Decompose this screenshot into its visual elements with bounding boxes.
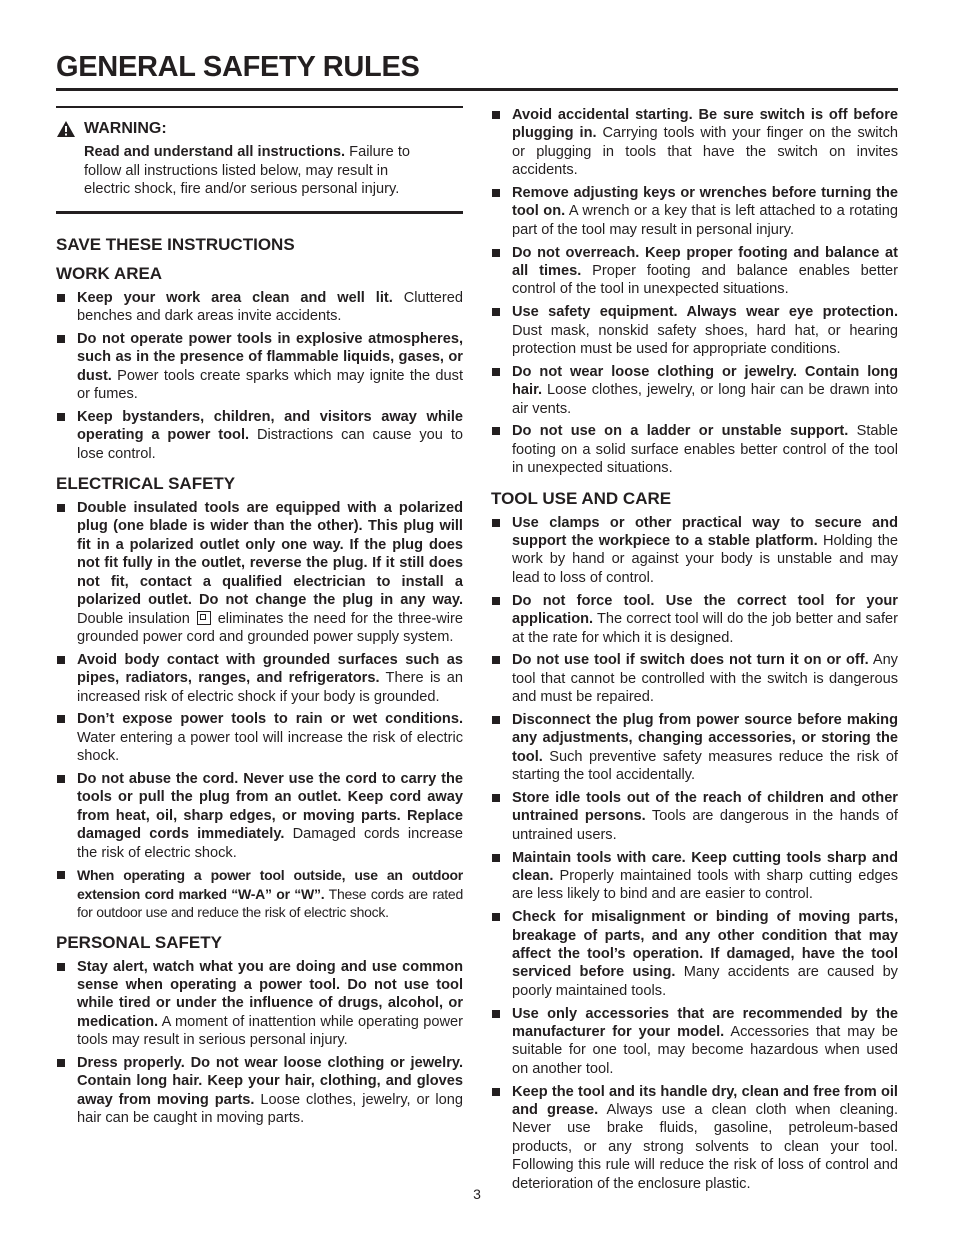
list-item (56, 770, 463, 862)
rule-lead: Dress properly. Do not wear loose clothing or jewelry. Contain long hair. Keep your hair, clothing, and gloves away from moving parts. (77, 1054, 463, 1108)
rule-text: Many accidents are caused by poorly maintained tools. (512, 964, 898, 999)
list-item (491, 651, 898, 706)
bullet-icon (57, 504, 65, 512)
rule-lead: Do not use tool if switch does not turn it on or off. (512, 652, 869, 669)
rule-lead: Use only accessories that are recommended by the manufacturer for your model. (512, 1005, 898, 1040)
rule-lead: Use safety equipment. Always wear eye protection. (512, 304, 898, 321)
bullet-icon (57, 1059, 65, 1067)
rule-lead: Keep the tool and its handle dry, clean and free from oil and grease. (512, 1083, 898, 1118)
rule-lead: When operating a power tool outside, use an outdoor extension cord marked “W-A” or “W”. (77, 867, 463, 902)
rule-text: eliminates the need for the three-wire grounded power cord and grounded power supply system. (77, 610, 463, 645)
rule-lead: Stay alert, watch what you are doing and use common sense when operating a power tool. Do not use tool while tired or under the influence of drugs, alcohol, or medication. (77, 958, 463, 1030)
list-item (56, 408, 463, 463)
rule-lead: Double insulated tools are equipped with a polarized plug (one blade is wider than the other). This plug will fit in a polarized outlet only one way. If the plug does not fit fully in the outlet, reverse the plug. If it still does not fit, contact a qualified electrician to install a polarized outlet. Do not change the plug in any way. (77, 500, 463, 609)
list-item (491, 1005, 898, 1079)
title-rule (56, 88, 898, 91)
bullet-icon (57, 963, 65, 971)
rule-lead: Do not overreach. Keep proper footing and balance at all times. (512, 244, 898, 280)
list-item (491, 106, 898, 180)
rule-text: Properly maintained tools with sharp cutting edges are less likely to bind and are easier to control. (512, 867, 898, 903)
list-item (56, 710, 463, 765)
rule-text: Dust mask, nonskid safety shoes, hard hat, or hearing protection must be used for appropriate conditions. (512, 322, 898, 358)
rule-lead: Do not force tool. Use the correct tool for your application. (512, 592, 898, 628)
rule-text: Proper footing and balance enables better control of the tool in unexpected situations. (512, 263, 898, 298)
personal-safety-list (56, 958, 463, 1128)
list-item (56, 1054, 463, 1128)
warning-triangle-icon (56, 120, 76, 138)
rule-lead: Store idle tools out of the reach of children and other untrained persons. (512, 789, 898, 825)
electrical-safety-list (56, 499, 463, 922)
rule-text: Holding the work by hand or against your body is unstable and may lead to loss of control. (512, 533, 898, 586)
rule-text: Any tool that cannot be controlled with the switch is dangerous and must be repaired. (512, 652, 898, 706)
page-title: GENERAL SAFETY RULES (56, 51, 420, 83)
bullet-icon (492, 368, 500, 376)
list-item (56, 651, 463, 706)
list-item (491, 908, 898, 1000)
rule-text: Stable footing on a solid surface enables better control of the tool in unexpected situations. (512, 423, 898, 477)
rule-lead: Remove adjusting keys or wrenches before turning the tool on. (512, 185, 898, 220)
list-item (56, 499, 463, 646)
warning-lead: Read and understand all instructions. (84, 144, 346, 161)
list-item (491, 303, 898, 358)
rule-text: Loose clothes, jewelry, or long hair can be drawn into air vents. (512, 382, 898, 417)
electrical-safety-heading: ELECTRICAL SAFETY (56, 474, 236, 494)
bullet-icon (492, 716, 500, 724)
bullet-icon (492, 427, 500, 435)
rule-text: Carrying tools with your finger on the switch or plugging in tools that have the switch on invites accidents. (512, 125, 898, 179)
work-area-heading: WORK AREA (56, 263, 163, 283)
rule-lead: Don’t expose power tools to rain or wet conditions. (77, 711, 463, 728)
bullet-icon (492, 519, 500, 527)
rule-text: Water entering a power tool will increase the risk of electric shock. (77, 729, 463, 765)
tool-use-heading: TOOL USE AND CARE (491, 488, 672, 508)
bullet-icon (492, 913, 500, 921)
bullet-icon (57, 294, 65, 302)
bullet-icon (57, 335, 65, 343)
rule-text: A moment of inattention while operating power tools may result in serious personal injury. (77, 1013, 463, 1049)
bullet-icon (492, 111, 500, 119)
list-item (491, 789, 898, 844)
list-item (491, 849, 898, 904)
double-insulation-icon (197, 611, 211, 625)
warning-box (56, 106, 463, 214)
list-item (491, 1083, 898, 1193)
list-item (491, 422, 898, 477)
bullet-icon (492, 597, 500, 605)
list-item (491, 363, 898, 418)
list-item (56, 866, 463, 921)
right-column (491, 106, 898, 1197)
rule-text: Accessories that may be suitable for one tool, may become hazardous when used on another tool. (512, 1023, 898, 1077)
rule-lead: Avoid body contact with grounded surfaces such as pipes, radiators, ranges, and refrigerators. (77, 651, 463, 687)
list-item (56, 958, 463, 1050)
rule-text: There is an increased risk of electric shock if your body is grounded. (77, 670, 464, 705)
bullet-icon (492, 1010, 500, 1018)
bullet-icon (492, 656, 500, 664)
rule-text: Loose clothes, jewelry, or long hair can be caught in moving parts. (77, 1091, 463, 1127)
work-area-list (56, 289, 463, 463)
list-item (491, 592, 898, 647)
rule-lead: Do not operate power tools in explosive atmospheres, such as in the presence of flammable liquids, gases, or dust. (77, 330, 463, 384)
rule-lead: Check for misalignment or binding of moving parts, breakage of parts, and any other condition that may affect the tool’s operation. If damaged, have the tool serviced before using. (512, 909, 898, 981)
rule-lead: Avoid accidental starting. Be sure switch is off before plugging in. (512, 107, 898, 142)
warning-heading (56, 120, 435, 138)
left-column (56, 106, 463, 1132)
bullet-icon (492, 308, 500, 316)
rule-text: Double insulation (77, 610, 195, 627)
rule-lead: Use clamps or other practical way to secure and support the workpiece to a stable platform. (512, 514, 898, 550)
rule-text: Damaged cords increase the risk of electric shock. (77, 826, 463, 861)
rule-text: A wrench or a key that is left attached to a rotating part of the tool may result in personal injury. (512, 203, 898, 238)
list-item (56, 330, 463, 404)
tool-use-list (491, 514, 898, 1193)
bullet-icon (492, 854, 500, 862)
list-item (491, 244, 898, 299)
bullet-icon (492, 189, 500, 197)
rule-lead: Maintain tools with care. Keep cutting tools sharp and clean. (512, 849, 898, 884)
rule-text: Always use a clean cloth when cleaning. Never use brake fluids, gasoline, petroleum-based products, or any strong solvents to clean your tool. Following this rule will reduce the risk of loss of control and deterioration of the enclosure plastic. (512, 1101, 898, 1192)
bullet-icon (492, 249, 500, 257)
rule-lead: Do not use on a ladder or unstable support. (512, 423, 849, 440)
save-instructions-heading: SAVE THESE INSTRUCTIONS (56, 234, 295, 254)
rule-text: Cluttered benches and dark areas invite accidents. (77, 289, 463, 325)
rule-lead: Keep your work area clean and well lit. (77, 289, 393, 306)
rule-lead: Disconnect the plug from power source before making any adjustments, changing accessories, or storing the tool. (512, 711, 898, 765)
personal-safety-heading: PERSONAL SAFETY (56, 932, 222, 952)
list-item (56, 289, 463, 326)
rule-text: Distractions can cause you to lose control. (77, 427, 463, 462)
bullet-icon (57, 413, 65, 421)
rule-lead: Keep bystanders, children, and visitors away while operating a power tool. (77, 408, 463, 444)
warning-body: Failure to follow all instructions listed below, may result in electric shock, fire and/or serious personal injury. (84, 144, 410, 198)
rule-text: Such preventive safety measures reduce the risk of starting the tool accidentally. (512, 748, 898, 784)
rule-lead: Do not abuse the cord. Never use the cord to carry the tools or pull the plug from an outlet. Keep cord away from heat, oil, sharp edges, or moving parts. Replace damaged cords immediately. (77, 770, 463, 843)
rule-text: These cords are rated for outdoor use and reduce the risk of electric shock. (77, 885, 463, 921)
bullet-icon (492, 1088, 500, 1096)
rule-text: Tools are dangerous in the hands of untrained users. (512, 808, 898, 843)
rule-lead: Do not wear loose clothing or jewelry. Contain long hair. (512, 363, 898, 399)
list-item (491, 711, 898, 785)
warning-text (56, 143, 435, 198)
rule-text: The correct tool will do the job better and safer at the rate for which it is designed. (512, 611, 898, 646)
bullet-icon (57, 775, 65, 783)
rule-text: Power tools create sparks which may ignite the dust or fumes. (77, 367, 463, 403)
warning-label: WARNING: (84, 120, 167, 137)
bullet-icon (57, 871, 65, 879)
bullet-icon (57, 715, 65, 723)
bullet-icon (57, 656, 65, 664)
personal-safety-continued-list (491, 106, 898, 478)
list-item (491, 514, 898, 588)
page-number: 3 (473, 1186, 481, 1202)
bullet-icon (492, 794, 500, 802)
list-item (491, 184, 898, 239)
